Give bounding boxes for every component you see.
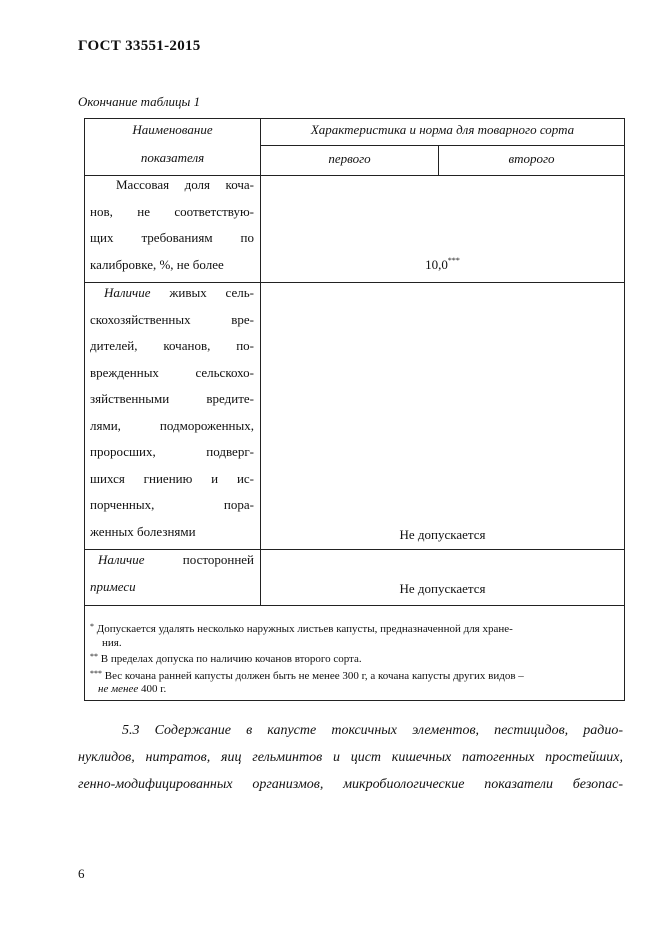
table-row-name: Массовая доля коча- нов, не соответствую- щих требованиям по калибровке, %, не более — [90, 177, 254, 272]
table-footnotes: * Допускается удалять несколько наружных листьев капусты, предназначенной для хране- ния. ** В пределах допуска по наличию кочанов второго сорта. *** Вес кочана ранней капусты должен быть не менее 300 г, а кочана капусты других видов – не менее 400 г. — [90, 622, 524, 695]
body-paragraph: 5.3 Содержание в капусте токсичных элементов, пестицидов, радио- нуклидов, нитратов, яиц гельминтов и цист кишечных патогенных простейших, генно-модифицированных организмов, микробиологические показатели безопас- — [78, 723, 623, 792]
document-standard-header: ГОСТ 33551-2015 — [78, 38, 201, 54]
table-row-name: Наличие посторонней примеси — [90, 552, 254, 594]
table-row-value: 10,0*** — [425, 256, 460, 272]
col-header-name-line1: Наименование — [132, 122, 213, 137]
table-row-value: Не допускается — [399, 581, 486, 596]
table-row-name: Наличие живых сель- скохозяйственных вре- дителей, кочанов, по- врежденных сельскохо- зяйственными вредите- лями, подмороженных, проросших, подверг- шихся гниению и ис- порченных, пора- женных болезнями — [90, 285, 254, 539]
col-header-characteristic: Характеристика и норма для товарного сорта — [310, 122, 575, 137]
col-header-name-line2: показателя — [140, 150, 205, 165]
subheader-first-grade: первого — [328, 151, 371, 166]
page-number: 6 — [78, 866, 85, 881]
table-caption: Окончание таблицы 1 — [78, 94, 201, 109]
subheader-second-grade: второго — [508, 151, 555, 166]
table-row-value: Не допускается — [399, 527, 486, 542]
